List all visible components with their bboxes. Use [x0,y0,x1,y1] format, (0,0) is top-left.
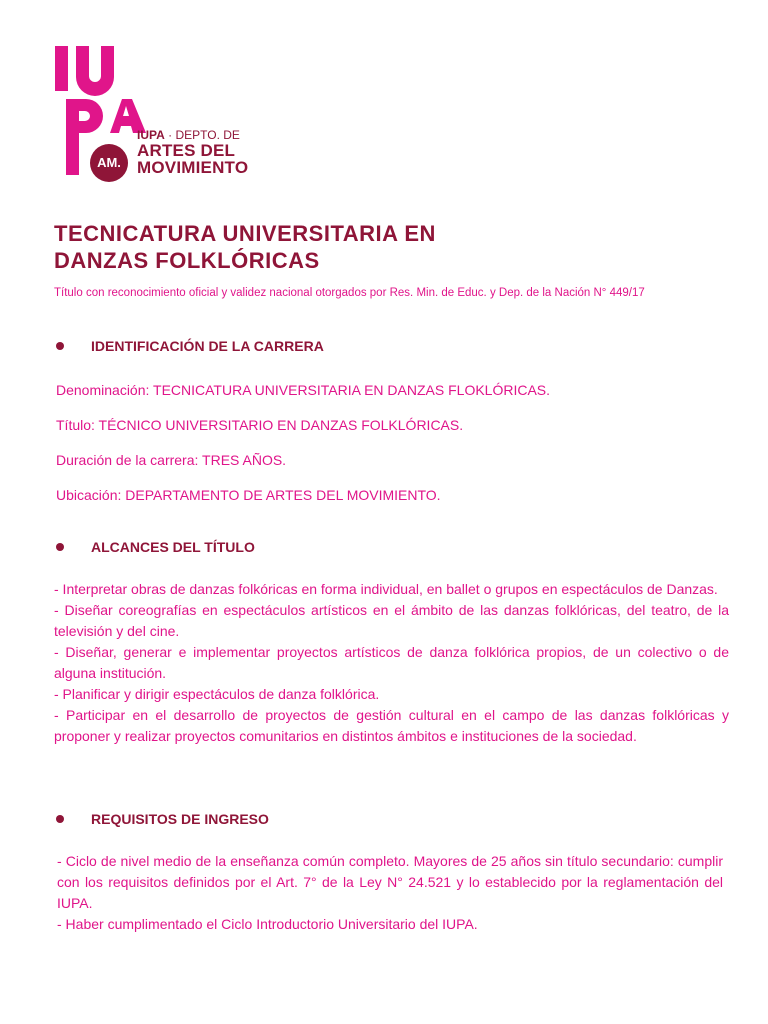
section-heading-requisitos [56,811,269,827]
page-subtitle: Título con reconocimiento oficial y validez nacional otorgados por Res. Min. de Educ. y Dep. de la Nación N° 449/17 [54,287,645,299]
requisitos-list [57,851,723,935]
list-item: - Haber cumplimentado el Ciclo Introductorio Universitario del IUPA. [57,916,478,932]
section-heading-label: ALCANCES DEL TÍTULO [91,539,255,555]
logo-iupa-label: IUPA [137,128,165,142]
list-item: - Ciclo de nivel medio de la enseñanza común completo. Mayores de 25 años sin título secundario: cumplir con los requisitos definidos por el Art. 7° de la Ley N° 24.521 y lo establecido por la reglamentación del IUPA. [57,853,723,911]
page-title [54,220,714,274]
alcances-list [54,579,729,747]
page-title-line1: TECNICATURA UNIVERSITARIA EN [54,221,436,246]
section-heading-label: IDENTIFICACIÓN DE LA CARRERA [91,338,324,354]
logo-artes-del: ARTES DEL [137,141,236,160]
logo-badge-text: AM. [97,155,121,170]
list-item: - Interpretar obras de danzas folkóricas en forma individual, en ballet o grupos en espectáculos de Danzas. [54,581,718,597]
bullet-icon [56,815,64,823]
section-heading-label: REQUISITOS DE INGRESO [91,811,269,827]
list-item: - Participar en el desarrollo de proyectos de gestión cultural en el campo de las danzas folklóricas y proponer y realizar proyectos comunitarios en distintos ámbitos e instituciones de la sociedad. [54,707,729,744]
field-ubicacion: Ubicación: DEPARTAMENTO DE ARTES DEL MOVIMIENTO. [56,487,441,503]
section-heading-alcances [56,539,255,555]
page-title-line2: DANZAS FOLKLÓRICAS [54,248,320,273]
bullet-icon [56,543,64,551]
section-heading-identificacion [56,338,324,354]
field-titulo: Título: TÉCNICO UNIVERSITARIO EN DANZAS FOLKLÓRICAS. [56,417,464,433]
list-item: - Diseñar coreografías en espectáculos artísticos en el ámbito de las danzas folklóricas, del teatro, de la televisión y del cine. [54,602,729,639]
logo-depto-label: DEPTO. DE [175,128,240,142]
list-item: - Planificar y dirigir espectáculos de danza folklórica. [54,686,380,702]
logo-separator: · [168,128,173,142]
list-item: - Diseñar, generar e implementar proyectos artísticos de danza folklórica propios, de un colectivo o de alguna institución. [54,644,729,681]
field-denominacion: Denominación: TECNICATURA UNIVERSITARIA EN DANZAS FLOKLÓRICAS. [56,382,551,398]
bullet-icon [56,342,64,350]
field-duracion: Duración de la carrera: TRES AÑOS. [56,452,287,468]
department-name [137,128,248,176]
logo-movimiento: MOVIMIENTO [137,158,249,177]
